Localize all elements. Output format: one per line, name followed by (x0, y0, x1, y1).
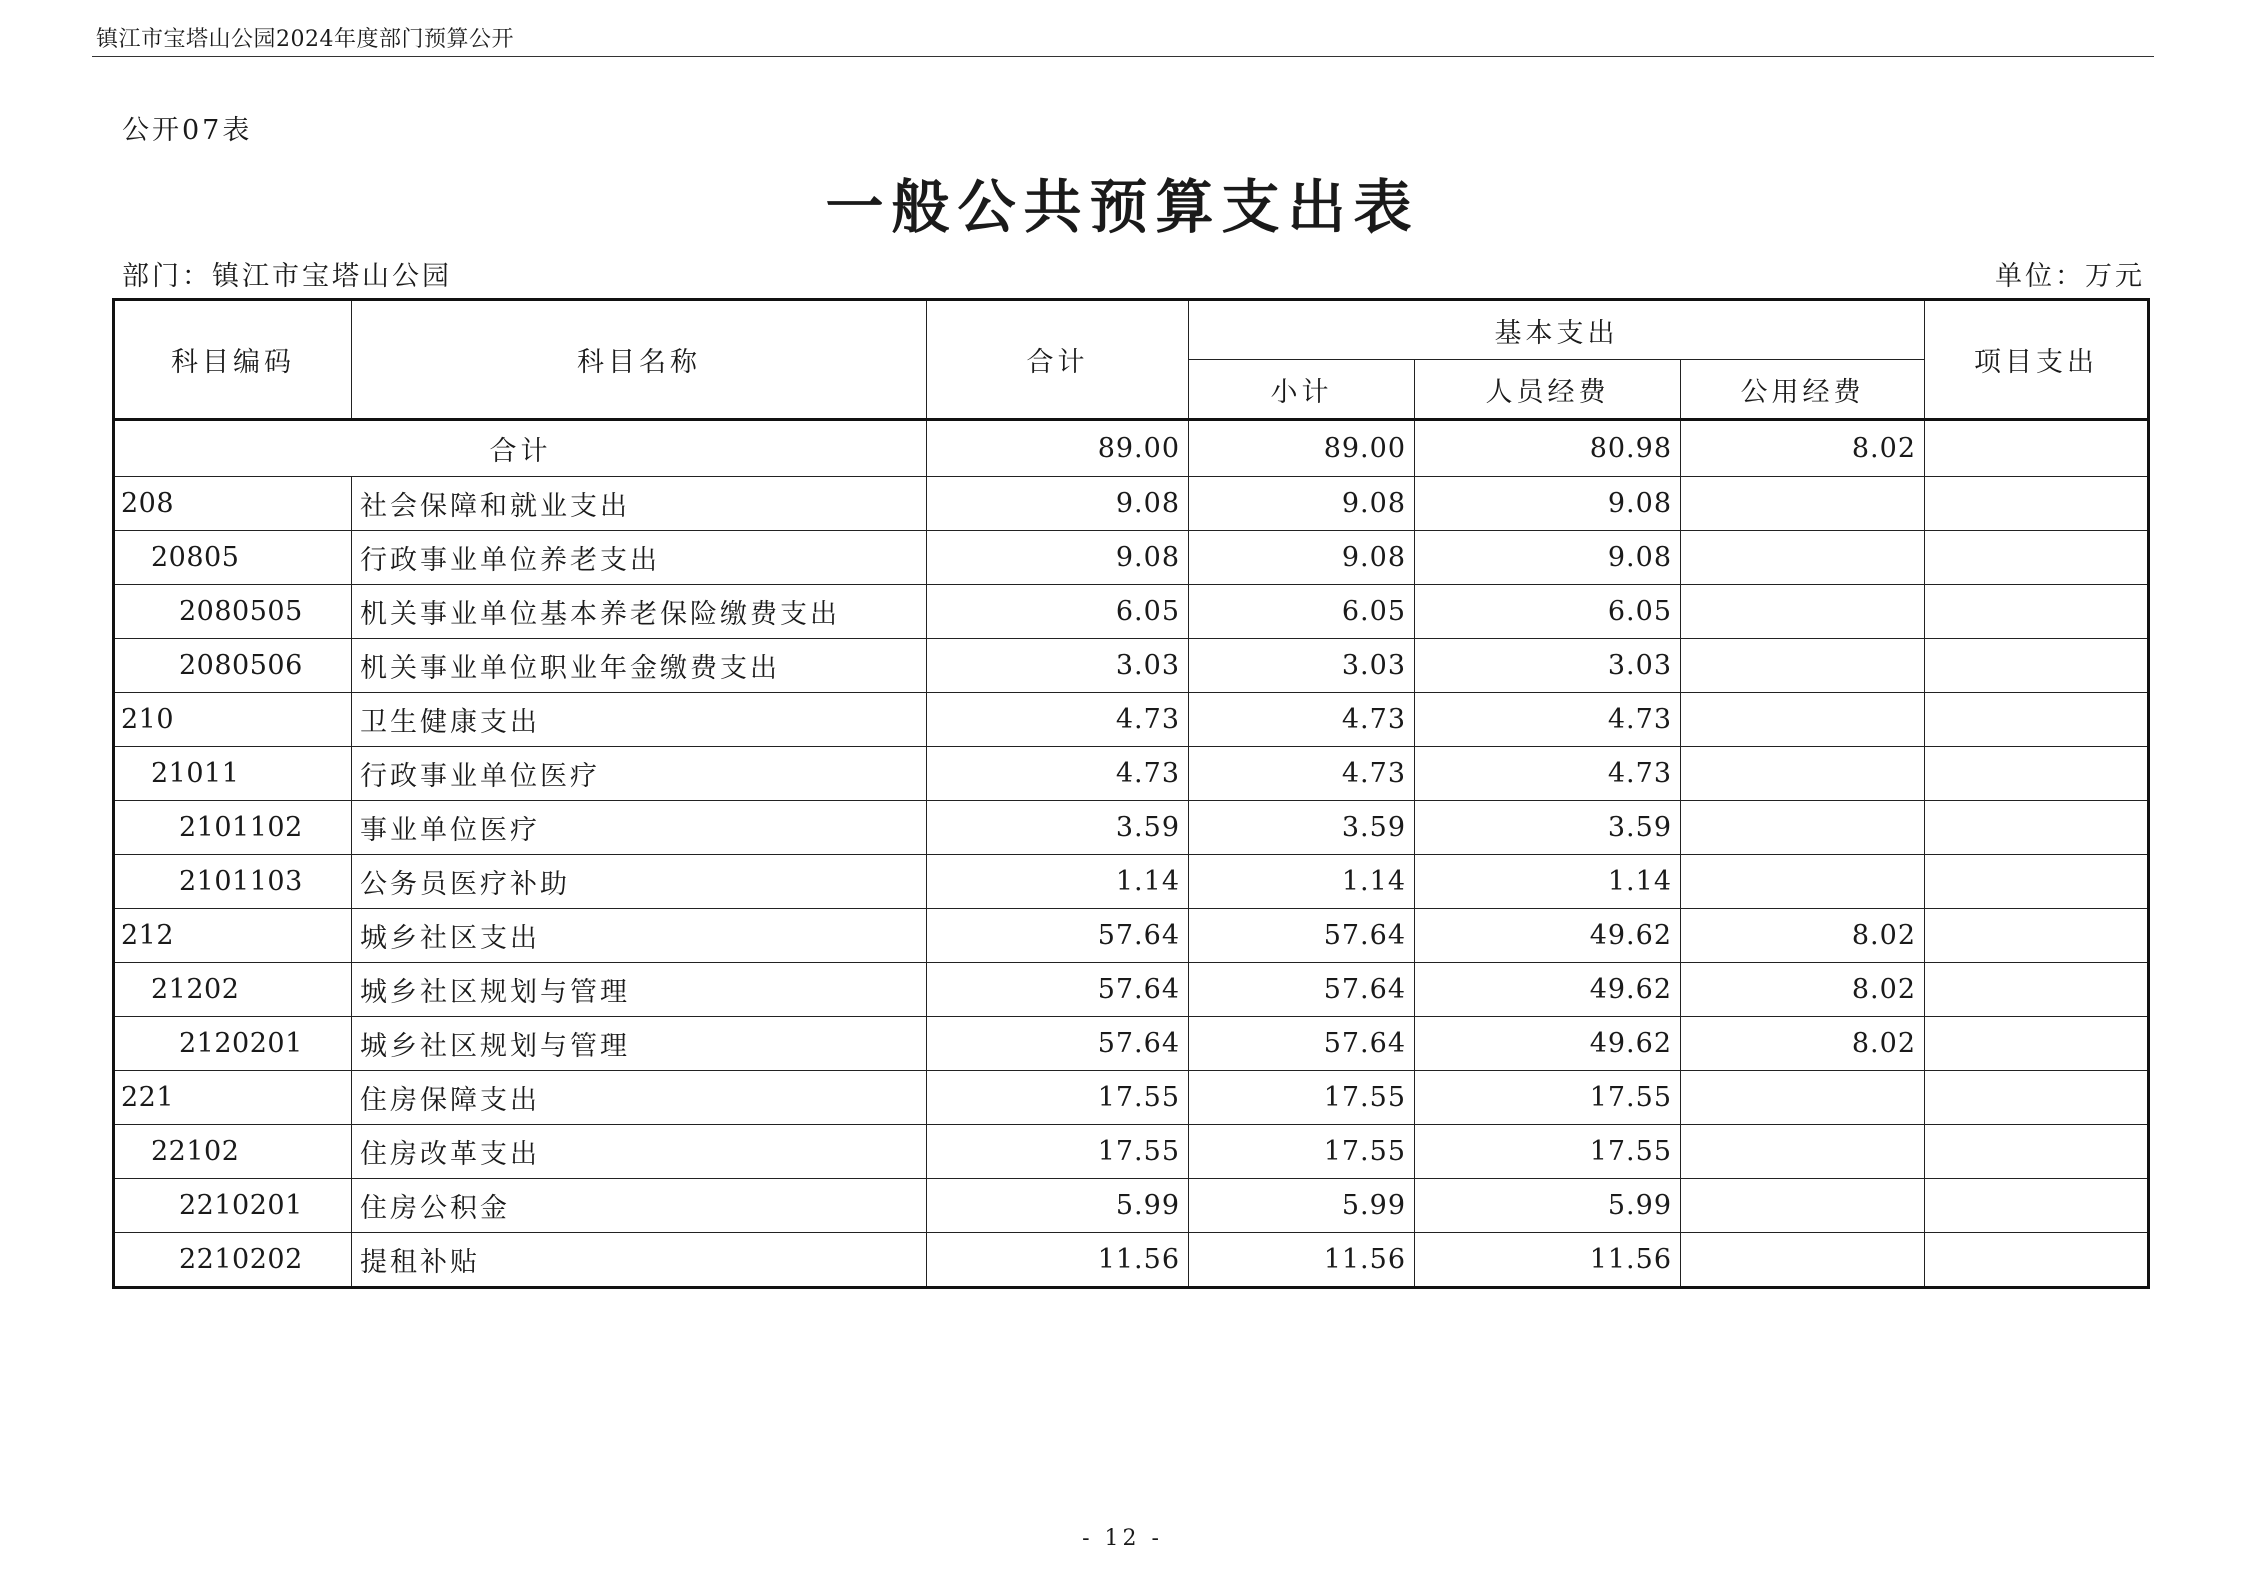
row-subtotal: 9.08 (1189, 531, 1415, 585)
row-personnel: 49.62 (1415, 909, 1681, 963)
row-project (1925, 747, 2149, 801)
row-name: 提租补贴 (352, 1233, 927, 1288)
row-code: 2080505 (114, 585, 352, 639)
row-name: 城乡社区规划与管理 (352, 1017, 927, 1071)
row-public (1681, 747, 1925, 801)
row-subtotal: 57.64 (1189, 909, 1415, 963)
table-row (114, 639, 2149, 693)
row-public (1681, 1233, 1925, 1288)
running-header: 镇江市宝塔山公园2024年度部门预算公开 (96, 27, 514, 52)
total-public: 8.02 (1681, 420, 1925, 477)
row-subtotal: 3.03 (1189, 639, 1415, 693)
row-personnel: 6.05 (1415, 585, 1681, 639)
row-public: 8.02 (1681, 963, 1925, 1017)
row-subtotal: 4.73 (1189, 747, 1415, 801)
row-code: 20805 (114, 531, 352, 585)
table-row (114, 747, 2149, 801)
total-subtotal: 89.00 (1189, 420, 1415, 477)
table-row (114, 801, 2149, 855)
department-label: 部门：镇江市宝塔山公园 (122, 261, 452, 292)
row-name: 机关事业单位基本养老保险缴费支出 (352, 585, 927, 639)
row-personnel: 9.08 (1415, 531, 1681, 585)
row-total: 6.05 (927, 585, 1189, 639)
row-total: 9.08 (927, 531, 1189, 585)
total-row (114, 420, 2149, 477)
row-code: 212 (114, 909, 352, 963)
row-subtotal: 5.99 (1189, 1179, 1415, 1233)
row-project (1925, 1233, 2149, 1288)
row-code: 21202 (114, 963, 352, 1017)
row-code: 2210201 (114, 1179, 352, 1233)
row-subtotal: 57.64 (1189, 1017, 1415, 1071)
table-row (114, 855, 2149, 909)
row-name: 城乡社区规划与管理 (352, 963, 927, 1017)
row-total: 1.14 (927, 855, 1189, 909)
row-personnel: 17.55 (1415, 1125, 1681, 1179)
row-public (1681, 477, 1925, 531)
table-row (114, 531, 2149, 585)
row-name: 行政事业单位医疗 (352, 747, 927, 801)
table-row (114, 1179, 2149, 1233)
total-project (1925, 420, 2149, 477)
budget-table (112, 298, 2150, 1289)
row-subtotal: 11.56 (1189, 1233, 1415, 1288)
row-code: 2080506 (114, 639, 352, 693)
row-project (1925, 693, 2149, 747)
row-personnel: 11.56 (1415, 1233, 1681, 1288)
total-personnel: 80.98 (1415, 420, 1681, 477)
row-name: 行政事业单位养老支出 (352, 531, 927, 585)
row-personnel: 17.55 (1415, 1071, 1681, 1125)
header-project: 项目支出 (1925, 300, 2149, 420)
row-project (1925, 1017, 2149, 1071)
row-subtotal: 6.05 (1189, 585, 1415, 639)
row-project (1925, 801, 2149, 855)
row-code: 2101102 (114, 801, 352, 855)
row-subtotal: 4.73 (1189, 693, 1415, 747)
row-total: 3.03 (927, 639, 1189, 693)
header-personnel: 人员经费 (1415, 360, 1681, 420)
table-row (114, 909, 2149, 963)
row-personnel: 4.73 (1415, 693, 1681, 747)
row-name: 住房改革支出 (352, 1125, 927, 1179)
page-title: 一般公共预算支出表 (825, 173, 1420, 241)
row-total: 57.64 (927, 909, 1189, 963)
row-total: 11.56 (927, 1233, 1189, 1288)
row-personnel: 49.62 (1415, 1017, 1681, 1071)
total-amount: 89.00 (927, 420, 1189, 477)
unit-label: 单位：万元 (1995, 261, 2145, 292)
table-row (114, 963, 2149, 1017)
page-number: - 12 - (1082, 1526, 1163, 1551)
row-name: 城乡社区支出 (352, 909, 927, 963)
row-personnel: 3.59 (1415, 801, 1681, 855)
row-name: 机关事业单位职业年金缴费支出 (352, 639, 927, 693)
row-public (1681, 531, 1925, 585)
row-code: 2210202 (114, 1233, 352, 1288)
row-code: 22102 (114, 1125, 352, 1179)
header-total: 合计 (927, 300, 1189, 420)
row-project (1925, 1179, 2149, 1233)
table-row (114, 1233, 2149, 1288)
row-subtotal: 3.59 (1189, 801, 1415, 855)
row-total: 17.55 (927, 1071, 1189, 1125)
row-project (1925, 585, 2149, 639)
row-project (1925, 639, 2149, 693)
row-personnel: 3.03 (1415, 639, 1681, 693)
row-personnel: 49.62 (1415, 963, 1681, 1017)
row-total: 57.64 (927, 1017, 1189, 1071)
table-row (114, 1017, 2149, 1071)
row-total: 17.55 (927, 1125, 1189, 1179)
row-code: 2120201 (114, 1017, 352, 1071)
table-row (114, 1071, 2149, 1125)
row-subtotal: 17.55 (1189, 1125, 1415, 1179)
row-project (1925, 1071, 2149, 1125)
row-personnel: 1.14 (1415, 855, 1681, 909)
row-public: 8.02 (1681, 1017, 1925, 1071)
row-public (1681, 801, 1925, 855)
row-public (1681, 855, 1925, 909)
row-project (1925, 531, 2149, 585)
row-total: 5.99 (927, 1179, 1189, 1233)
row-public (1681, 639, 1925, 693)
table-row (114, 693, 2149, 747)
header-code: 科目编码 (114, 300, 352, 420)
header-public: 公用经费 (1681, 360, 1925, 420)
row-public (1681, 693, 1925, 747)
row-total: 4.73 (927, 747, 1189, 801)
row-personnel: 9.08 (1415, 477, 1681, 531)
row-code: 2101103 (114, 855, 352, 909)
row-code: 21011 (114, 747, 352, 801)
row-project (1925, 855, 2149, 909)
row-public (1681, 1179, 1925, 1233)
row-project (1925, 1125, 2149, 1179)
table-row (114, 585, 2149, 639)
header-basic: 基本支出 (1189, 300, 1925, 360)
row-public (1681, 585, 1925, 639)
row-project (1925, 963, 2149, 1017)
row-code: 210 (114, 693, 352, 747)
row-code: 208 (114, 477, 352, 531)
table-row (114, 477, 2149, 531)
row-project (1925, 909, 2149, 963)
header-subtotal: 小计 (1189, 360, 1415, 420)
row-total: 3.59 (927, 801, 1189, 855)
row-name: 事业单位医疗 (352, 801, 927, 855)
row-code: 221 (114, 1071, 352, 1125)
row-name: 社会保障和就业支出 (352, 477, 927, 531)
row-personnel: 5.99 (1415, 1179, 1681, 1233)
row-subtotal: 57.64 (1189, 963, 1415, 1017)
row-public (1681, 1071, 1925, 1125)
row-personnel: 4.73 (1415, 747, 1681, 801)
row-project (1925, 477, 2149, 531)
row-name: 住房公积金 (352, 1179, 927, 1233)
row-public: 8.02 (1681, 909, 1925, 963)
table-number: 公开07表 (122, 115, 253, 146)
row-public (1681, 1125, 1925, 1179)
header-name: 科目名称 (352, 300, 927, 420)
row-subtotal: 9.08 (1189, 477, 1415, 531)
row-name: 卫生健康支出 (352, 693, 927, 747)
row-name: 住房保障支出 (352, 1071, 927, 1125)
row-total: 57.64 (927, 963, 1189, 1017)
row-name: 公务员医疗补助 (352, 855, 927, 909)
header-rule (92, 56, 2154, 57)
table-row (114, 1125, 2149, 1179)
total-label: 合计 (114, 420, 927, 477)
row-subtotal: 17.55 (1189, 1071, 1415, 1125)
row-subtotal: 1.14 (1189, 855, 1415, 909)
row-total: 4.73 (927, 693, 1189, 747)
row-total: 9.08 (927, 477, 1189, 531)
